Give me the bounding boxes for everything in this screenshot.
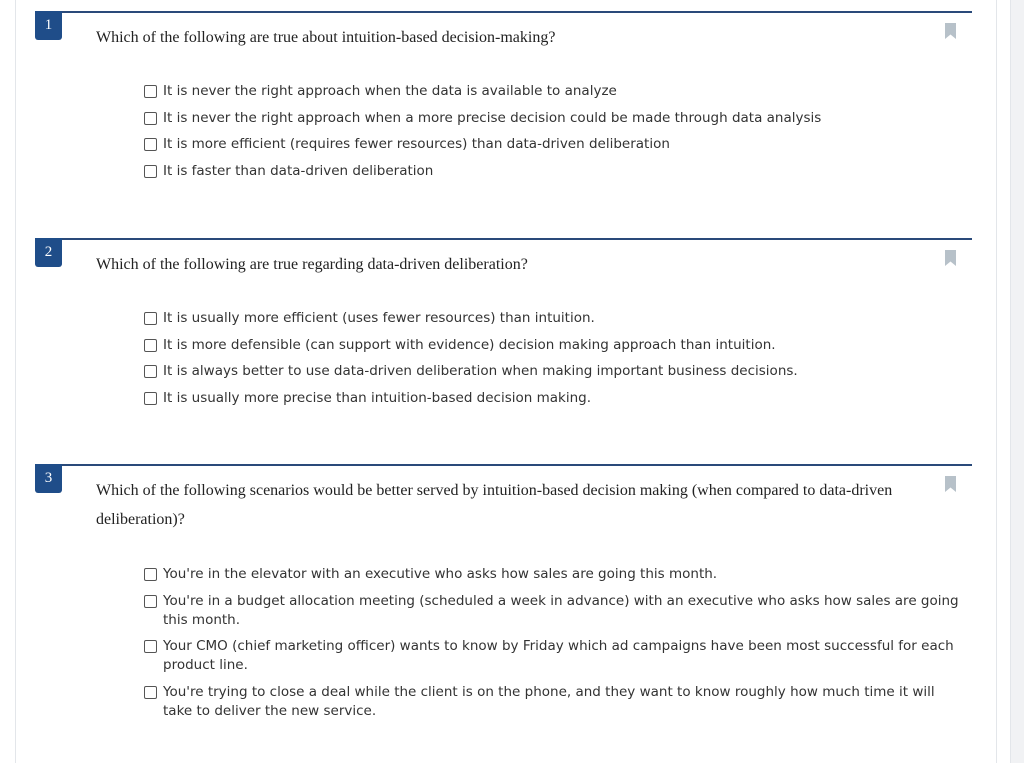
question-number-badge: 1 <box>35 11 62 40</box>
answer-label: It is usually more precise than intuition-based decision making. <box>163 389 592 406</box>
answer-label: You're trying to close a deal while the client is on the phone, and they want to know roughly how much time it will take to deliver the new service. <box>163 683 935 719</box>
answer-label: You're in a budget allocation meeting (scheduled a week in advance) with an executive who asks how sales are going this month. <box>163 592 959 628</box>
answer-option[interactable] <box>144 336 959 355</box>
page-right-border <box>996 0 997 763</box>
answer-checkbox[interactable] <box>144 85 157 98</box>
answer-checkbox[interactable] <box>144 640 157 653</box>
bookmark-icon[interactable] <box>945 23 956 39</box>
answer-checkbox[interactable] <box>144 392 157 405</box>
answer-list <box>144 82 959 188</box>
answer-label: It is usually more efficient (uses fewer resources) than intuition. <box>163 310 595 326</box>
answer-label: It is faster than data-driven deliberation <box>163 162 434 179</box>
scrollbar-track[interactable] <box>1010 0 1024 763</box>
answer-option[interactable] <box>144 362 959 381</box>
answer-label: You're in the elevator with an executive who asks how sales are going this month. <box>163 566 718 582</box>
question-text: Which of the following scenarios would be better served by intuition-based decision making (when compared to data-driven deliberation)? <box>96 482 893 528</box>
question-text: Which of the following are true regarding data-driven deliberation? <box>96 256 528 273</box>
answer-option[interactable] <box>144 109 959 128</box>
question-number-badge: 3 <box>35 464 62 493</box>
question-divider <box>35 464 972 466</box>
answer-checkbox[interactable] <box>144 568 157 581</box>
answer-option[interactable] <box>144 637 959 675</box>
question-divider <box>35 238 972 240</box>
answer-label: It is more defensible (can support with evidence) decision making approach than intuition. <box>163 336 776 353</box>
answer-option[interactable] <box>144 592 959 630</box>
bookmark-icon[interactable] <box>945 250 956 266</box>
question-number-badge: 2 <box>35 238 62 267</box>
answer-option[interactable] <box>144 82 959 101</box>
answer-checkbox[interactable] <box>144 312 157 325</box>
answer-list <box>144 565 959 728</box>
answer-label: It is never the right approach when a more precise decision could be made through data analysis <box>163 109 822 126</box>
bookmark-icon[interactable] <box>945 476 956 492</box>
question-text: Which of the following are true about intuition-based decision-making? <box>96 29 556 46</box>
answer-checkbox[interactable] <box>144 365 157 378</box>
answer-label: It is never the right approach when the data is available to analyze <box>163 83 617 99</box>
answer-option[interactable] <box>144 389 959 408</box>
answer-checkbox[interactable] <box>144 138 157 151</box>
answer-checkbox[interactable] <box>144 339 157 352</box>
answer-checkbox[interactable] <box>144 686 157 699</box>
question-divider <box>35 11 972 13</box>
answer-checkbox[interactable] <box>144 112 157 125</box>
page-left-border <box>15 0 16 763</box>
answer-option[interactable] <box>144 162 959 181</box>
answer-option[interactable] <box>144 135 959 154</box>
answer-option[interactable] <box>144 565 959 584</box>
answer-label: It is always better to use data-driven deliberation when making important business decisions. <box>163 363 798 379</box>
answer-checkbox[interactable] <box>144 595 157 608</box>
answer-option[interactable] <box>144 683 959 721</box>
answer-label: Your CMO (chief marketing officer) wants to know by Friday which ad campaigns have been most successful for each product line. <box>163 638 954 673</box>
answer-checkbox[interactable] <box>144 165 157 178</box>
answer-label: It is more efficient (requires fewer resources) than data-driven deliberation <box>163 136 670 152</box>
answer-option[interactable] <box>144 309 959 328</box>
answer-list <box>144 309 959 415</box>
